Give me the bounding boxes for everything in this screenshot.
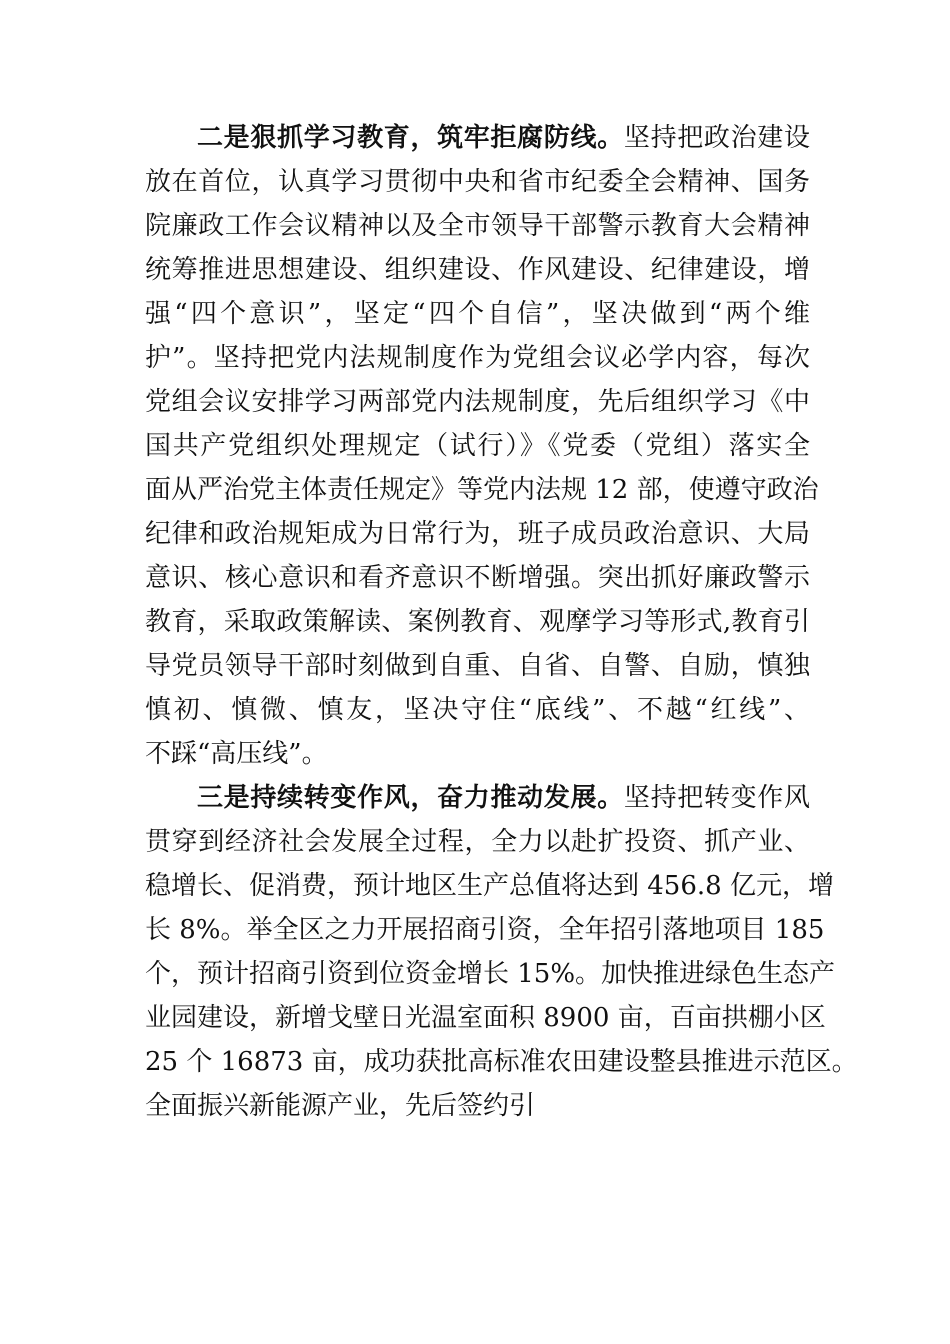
paragraph-2-line: 业园建设，新增戈壁日光温室面积 8900 亩，百亩拱棚小区	[145, 1003, 826, 1033]
paragraph-2-line-1	[197, 776, 810, 820]
paragraph-2-text: 坚持把转变作风	[623, 783, 810, 813]
paragraph-2-line: 稳增长、促消费，预计地区生产总值将达到 456.8 亿元，增	[145, 871, 834, 901]
paragraph-2-line: 25 个 16873 亩，成功获批高标准农田建设整县推进示范区。	[145, 1047, 858, 1077]
paragraph-1-line-1	[197, 116, 810, 160]
paragraph-1-line: 党组会议安排学习两部党内法规制度，先后组织学习《中	[145, 387, 810, 417]
paragraph-2-line: 个，预计招商引资到位资金增长 15%。加快推进绿色生态产	[145, 959, 836, 989]
paragraph-1-line: 放在首位，认真学习贯彻中央和省市纪委全会精神、国务	[145, 167, 810, 197]
paragraph-2-line: 长 8%。举全区之力开展招商引资，全年招引落地项目 185	[145, 915, 825, 945]
paragraph-1-line: 不踩“高压线”。	[145, 739, 328, 769]
paragraph-2-line: 贯穿到经济社会发展全过程，全力以赴扩投资、抓产业、	[145, 827, 810, 857]
paragraph-1-line: 国共产党组织处理规定（试行）》《党委（党组）落实全	[145, 431, 810, 461]
paragraph-1-line: 统筹推进思想建设、组织建设、作风建设、纪律建设，增	[145, 255, 810, 285]
paragraph-1-line: 导党员领导干部时刻做到自重、自省、自警、自励，慎独	[145, 651, 810, 681]
paragraph-2-line: 全面振兴新能源产业，先后签约引	[145, 1091, 536, 1121]
paragraph-1-line: 护”。坚持把党内法规制度作为党组会议必学内容，每次	[145, 343, 810, 373]
paragraph-1-line: 院廉政工作会议精神以及全市领导干部警示教育大会精神	[145, 211, 810, 241]
paragraph-1-text: 坚持把政治建设	[623, 123, 810, 153]
paragraph-1-lead: 二是狠抓学习教育，筑牢拒腐防线。	[197, 123, 624, 153]
paragraph-1-line: 纪律和政治规矩成为日常行为，班子成员政治意识、大局	[145, 519, 810, 549]
paragraph-1-line: 强“四个意识”，坚定“四个自信”，坚决做到“两个维	[145, 299, 810, 329]
paragraph-1-line: 慎初、慎微、慎友，坚决守住“底线”、不越“红线”、	[145, 695, 810, 725]
paragraph-1-line: 教育，采取政策解读、案例教育、观摩学习等形式,教育引	[145, 607, 810, 637]
paragraph-1-line: 面从严治党主体责任规定》等党内法规 12 部，使遵守政治	[145, 475, 819, 505]
paragraph-2-lead: 三是持续转变作风，奋力推动发展。	[197, 783, 624, 813]
paragraph-1-line: 意识、核心意识和看齐意识不断增强。突出抓好廉政警示	[145, 563, 810, 593]
